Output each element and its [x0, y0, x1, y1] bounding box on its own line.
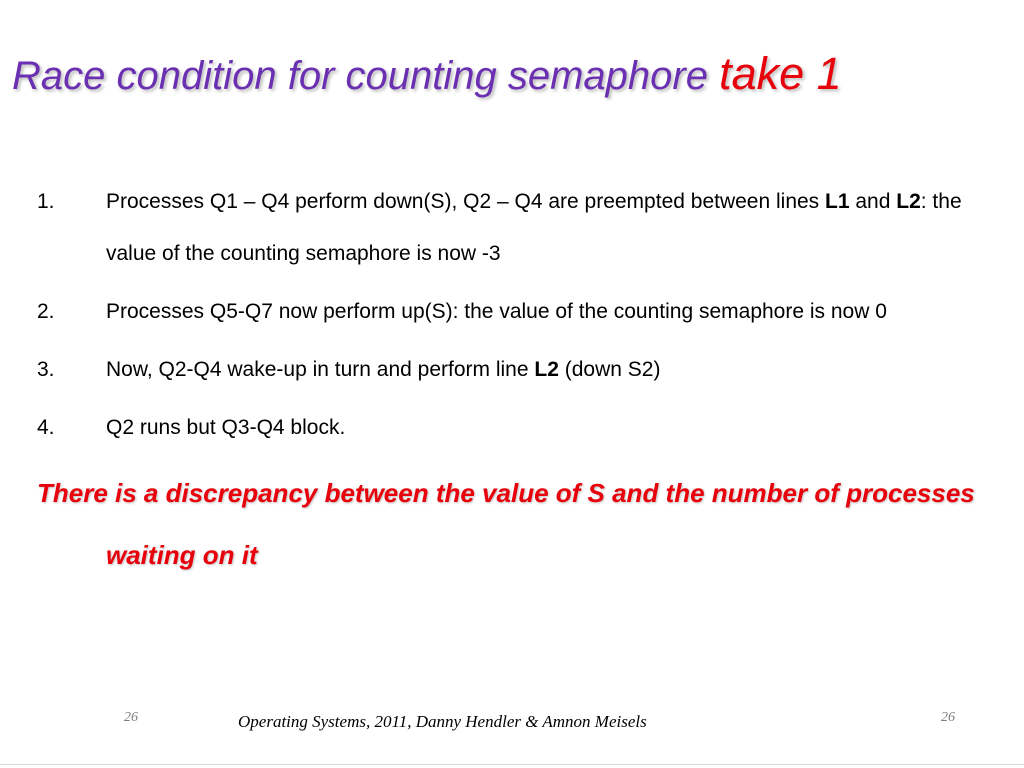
page-number-right: 26 — [941, 710, 955, 725]
bottom-divider — [0, 764, 1024, 765]
page-number-left: 26 — [124, 710, 138, 725]
list-item-4 — [37, 402, 997, 454]
footer-credit: Operating Systems, 2011, Danny Hendler & Amnon Meisels — [238, 712, 647, 731]
list-item-2 — [37, 286, 997, 338]
list-number: 2. — [37, 300, 55, 323]
list-number: 1. — [37, 190, 55, 213]
list-number: 3. — [37, 358, 55, 381]
footer — [0, 710, 1024, 740]
item-text: (down S2) — [558, 358, 661, 381]
list-item-3 — [37, 344, 997, 396]
item-text: : the value of the counting semaphore is now -3 — [106, 190, 962, 265]
title-accent: take 1 — [719, 48, 842, 99]
code-label-l2: L2 — [896, 190, 921, 213]
conclusion-text: There is a discrepancy between the value of S and the number of processes waiting on it — [37, 478, 975, 570]
item-text: Q2 runs but Q3-Q4 block. — [106, 416, 346, 439]
code-label-l2: L2 — [534, 358, 559, 381]
item-text: Processes Q1 – Q4 perform down(S), Q2 – Q4 are preempted between lines — [106, 190, 826, 213]
list-item-1 — [37, 176, 997, 280]
title-main: Race condition for counting semaphore — [12, 54, 720, 98]
item-text: Processes Q5-Q7 now perform up(S): the value of the counting semaphore is now 0 — [106, 300, 887, 323]
item-text: Now, Q2-Q4 wake-up in turn and perform line — [106, 358, 535, 381]
code-label-l1: L1 — [825, 190, 850, 213]
list-number: 4. — [37, 416, 55, 439]
slide-title — [12, 44, 1012, 106]
slide-body — [37, 176, 997, 586]
item-text: and — [849, 190, 897, 213]
